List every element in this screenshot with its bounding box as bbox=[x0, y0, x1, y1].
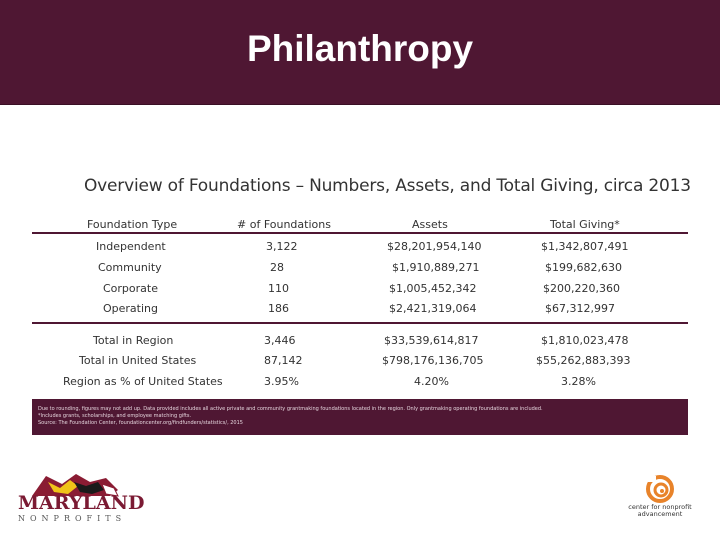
cna-logo-text bbox=[620, 504, 700, 518]
total-assets: $33,539,614,817 bbox=[384, 334, 479, 347]
header-rule bbox=[32, 232, 688, 234]
row-assets: $1,910,889,271 bbox=[392, 261, 480, 274]
footnote-line: Source: The Foundation Center, foundationcenter.org/findfunders/statistics/, 2015 bbox=[38, 420, 243, 426]
slide-header bbox=[0, 0, 720, 105]
row-giving: $199,682,630 bbox=[545, 261, 622, 274]
table-title: Overview of Foundations – Numbers, Assets, and Total Giving, circa 2013 bbox=[84, 176, 691, 196]
row-count: 186 bbox=[268, 302, 289, 315]
row-type: Operating bbox=[103, 302, 158, 315]
row-assets: $28,201,954,140 bbox=[387, 240, 482, 253]
header-num-foundations: # of Foundations bbox=[237, 218, 331, 231]
logo-nonprofits-text: NONPROFITS bbox=[18, 514, 127, 523]
totals-rule bbox=[32, 322, 688, 324]
total-label: Total in United States bbox=[79, 354, 197, 367]
total-giving: $55,262,883,393 bbox=[536, 354, 631, 367]
total-label: Region as % of United States bbox=[63, 375, 223, 388]
row-count: 3,122 bbox=[266, 240, 298, 253]
cna-line2: advancement bbox=[637, 510, 683, 518]
row-count: 28 bbox=[270, 261, 284, 274]
row-giving: $67,312,997 bbox=[545, 302, 615, 315]
total-assets: $798,176,136,705 bbox=[382, 354, 484, 367]
row-giving: $1,342,807,491 bbox=[541, 240, 629, 253]
row-assets: $2,421,319,064 bbox=[389, 302, 477, 315]
footnote-line: Due to rounding, figures may not add up. Data provided includes all active private and community grantmaking foundations located in the region. Only grantmaking operating foundations are included. bbox=[38, 406, 543, 412]
slide-title: Philanthropy bbox=[246, 28, 474, 69]
total-count: 87,142 bbox=[264, 354, 303, 367]
maryland-nonprofits-logo bbox=[18, 470, 145, 526]
row-giving: $200,220,360 bbox=[543, 282, 620, 295]
header-foundation-type: Foundation Type bbox=[87, 218, 178, 231]
total-count: 3,446 bbox=[264, 334, 296, 347]
row-type: Corporate bbox=[103, 282, 158, 295]
logo-maryland-text: MARYLAND bbox=[18, 492, 145, 514]
spiral-icon bbox=[620, 474, 700, 504]
header-total-giving: Total Giving* bbox=[550, 218, 620, 231]
header-assets: Assets bbox=[412, 218, 448, 231]
total-assets: 4.20% bbox=[414, 375, 449, 388]
total-giving: $1,810,023,478 bbox=[541, 334, 629, 347]
row-count: 110 bbox=[268, 282, 289, 295]
total-count: 3.95% bbox=[264, 375, 299, 388]
total-giving: 3.28% bbox=[561, 375, 596, 388]
row-type: Independent bbox=[96, 240, 166, 253]
footnote-line: *Includes grants, scholarships, and employee matching gifts. bbox=[38, 413, 192, 419]
row-assets: $1,005,452,342 bbox=[389, 282, 477, 295]
footnote-box bbox=[32, 399, 688, 435]
cna-line1: center for nonprofit bbox=[628, 503, 692, 511]
total-label: Total in Region bbox=[93, 334, 174, 347]
row-type: Community bbox=[98, 261, 162, 274]
cna-logo bbox=[620, 474, 700, 530]
